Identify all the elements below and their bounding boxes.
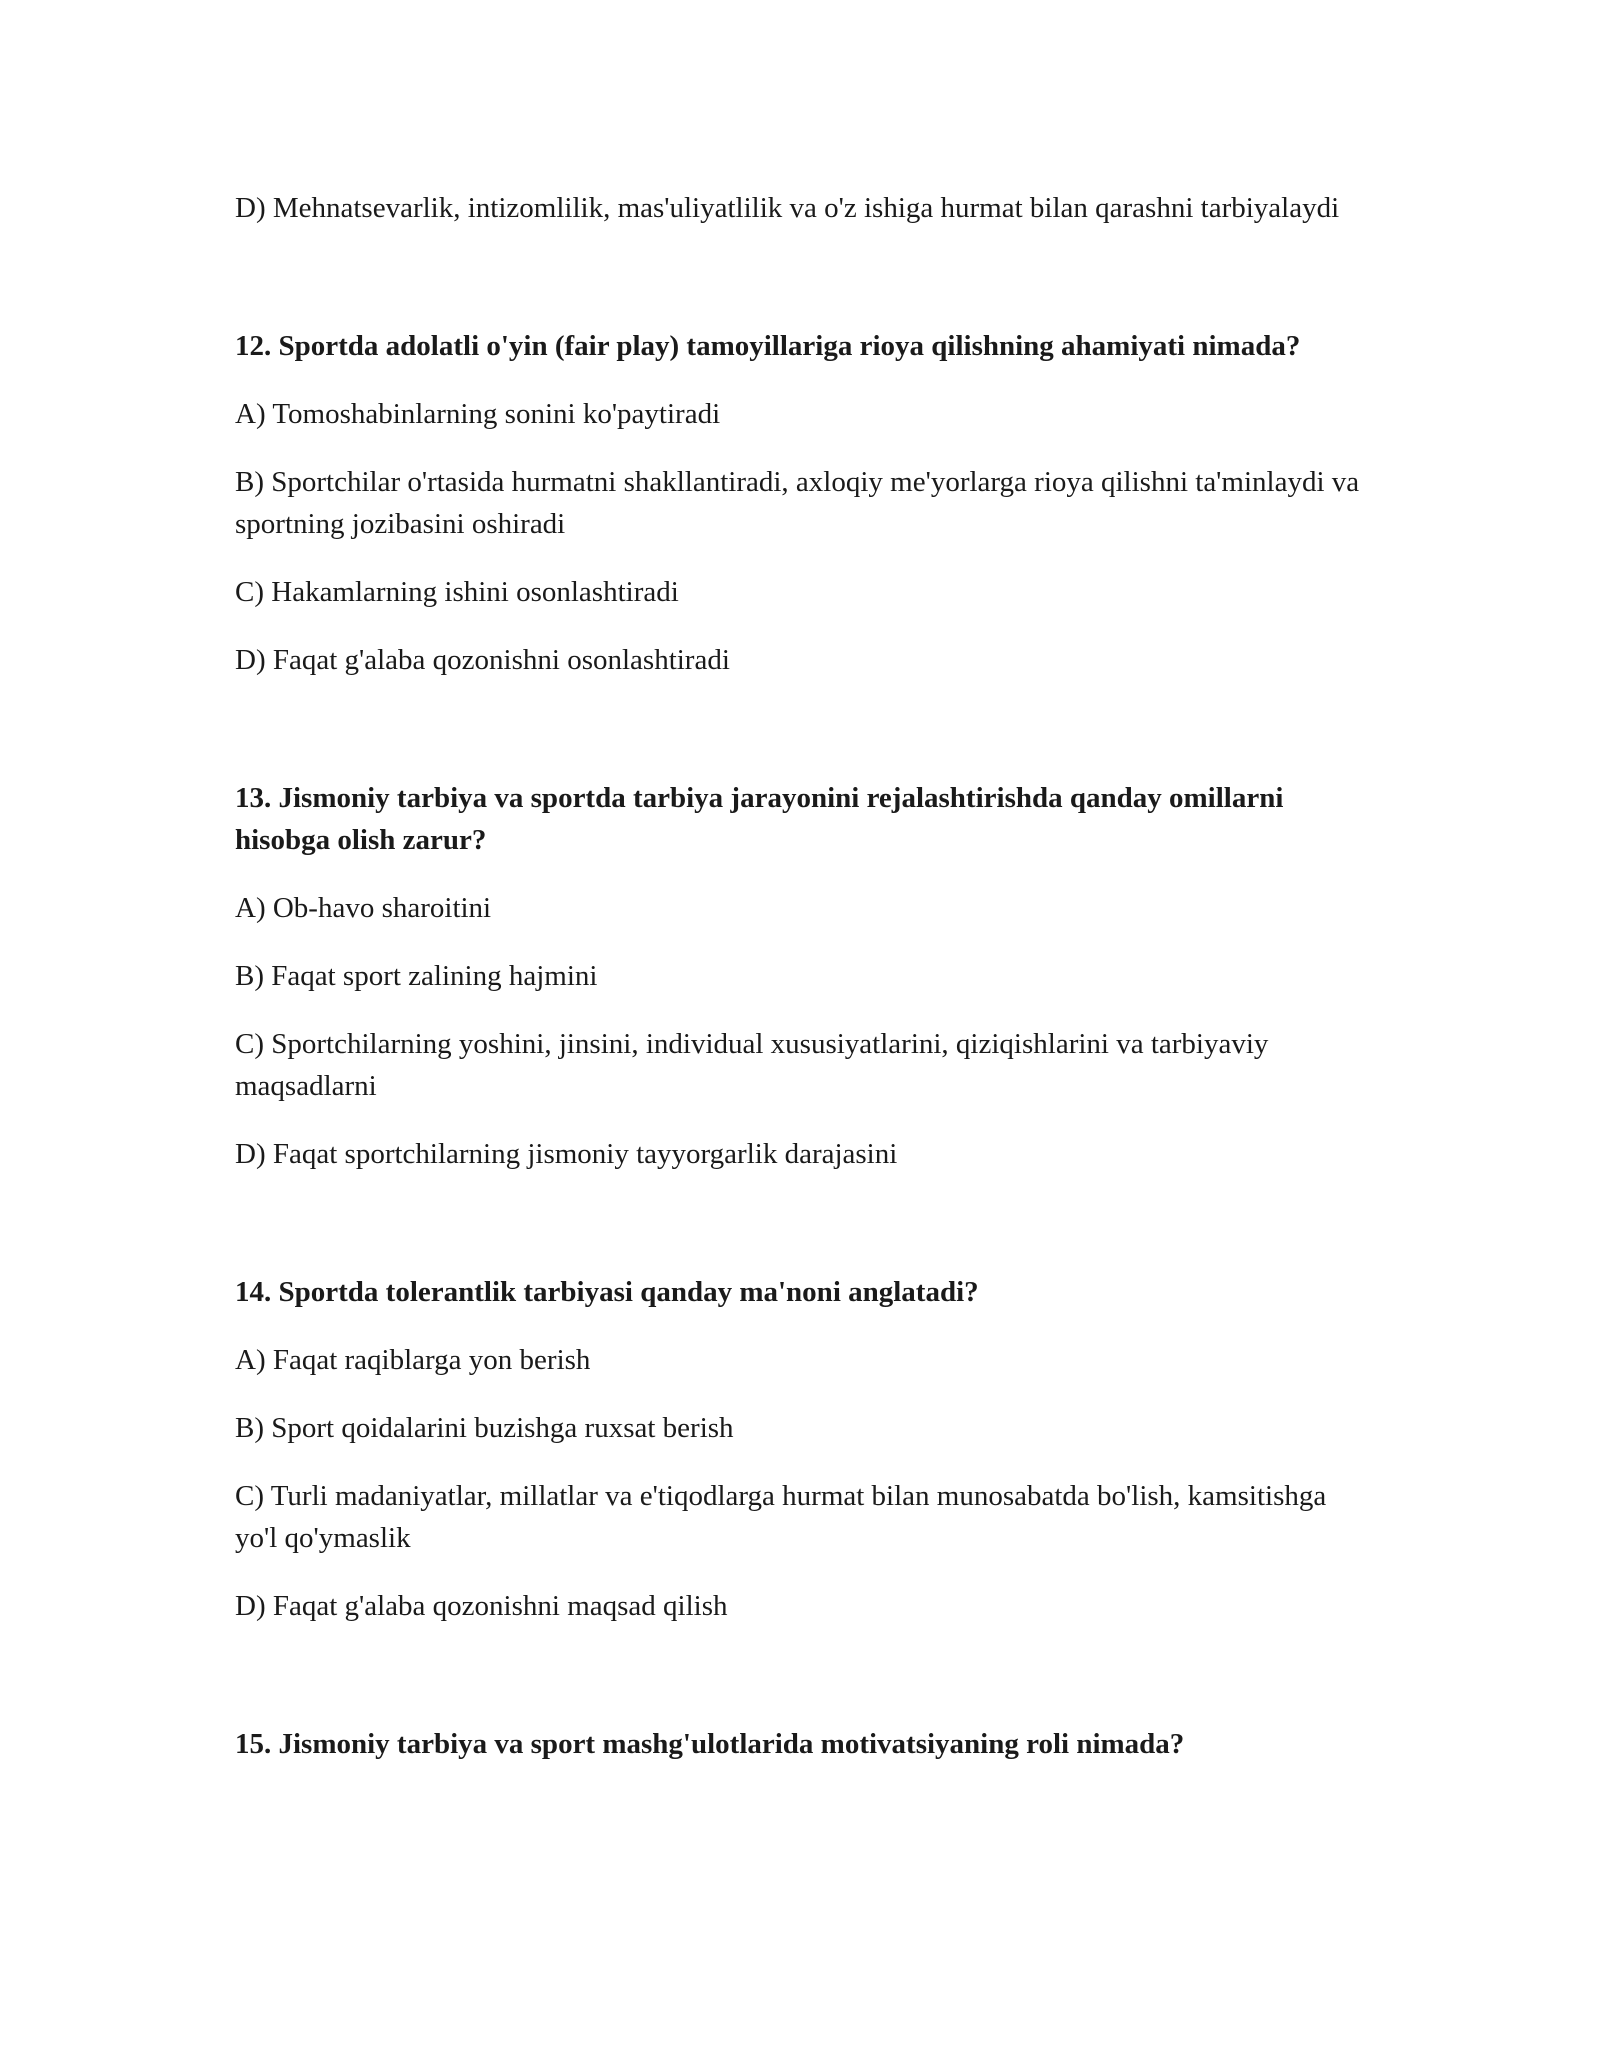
answer-option: C) Hakamlarning ishini osonlashtiradi: [235, 576, 679, 608]
question-title: 13. Jismoniy tarbiya va sportda tarbiya jarayonini rejalashtirishda qanday omillarni hisobga olish zarur?: [235, 782, 1284, 856]
answer-option: A) Faqat raqiblarga yon berish: [235, 1344, 591, 1376]
answer-option: D) Faqat sportchilarning jismoniy tayyorgarlik darajasini: [235, 1138, 898, 1170]
answer-option: B) Sport qoidalarini buzishga ruxsat berish: [235, 1412, 734, 1444]
question-title: 15. Jismoniy tarbiya va sport mashg'ulotlarida motivatsiyaning roli nimada?: [235, 1728, 1185, 1760]
document-page: [235, 187, 1375, 1791]
answer-option: B) Faqat sport zalining hajmini: [235, 960, 598, 992]
section-gap: [235, 707, 1375, 777]
answer-option: B) Sportchilar o'rtasida hurmatni shakllantiradi, axloqiy me'yorlarga rioya qilishni ta'minlaydi va sportning jozibasini oshiradi: [235, 466, 1360, 540]
answer-option: D) Mehnatsevarlik, intizomlilik, mas'uliyatlilik va o'z ishiga hurmat bilan qarashni tarbiyalaydi: [235, 192, 1340, 224]
section-gap: [235, 255, 1375, 325]
answer-option: D) Faqat g'alaba qozonishni maqsad qilish: [235, 1590, 728, 1622]
question-title: 14. Sportda tolerantlik tarbiyasi qanday ma'noni anglatadi?: [235, 1276, 979, 1308]
answer-option: D) Faqat g'alaba qozonishni osonlashtiradi: [235, 644, 730, 676]
section-gap: [235, 1653, 1375, 1723]
section-gap: [235, 1201, 1375, 1271]
answer-option: A) Tomoshabinlarning sonini ko'paytiradi: [235, 398, 721, 430]
question-title: 12. Sportda adolatli o'yin (fair play) tamoyillariga rioya qilishning ahamiyati nimada?: [235, 330, 1301, 362]
answer-option: C) Turli madaniyatlar, millatlar va e'tiqodlarga hurmat bilan munosabatda bo'lish, kamsitishga yo'l qo'ymaslik: [235, 1480, 1327, 1554]
answer-option: A) Ob-havo sharoitini: [235, 892, 492, 924]
answer-option: C) Sportchilarning yoshini, jinsini, individual xususiyatlarini, qiziqishlarini va tarbiyaviy maqsadlarni: [235, 1028, 1269, 1102]
